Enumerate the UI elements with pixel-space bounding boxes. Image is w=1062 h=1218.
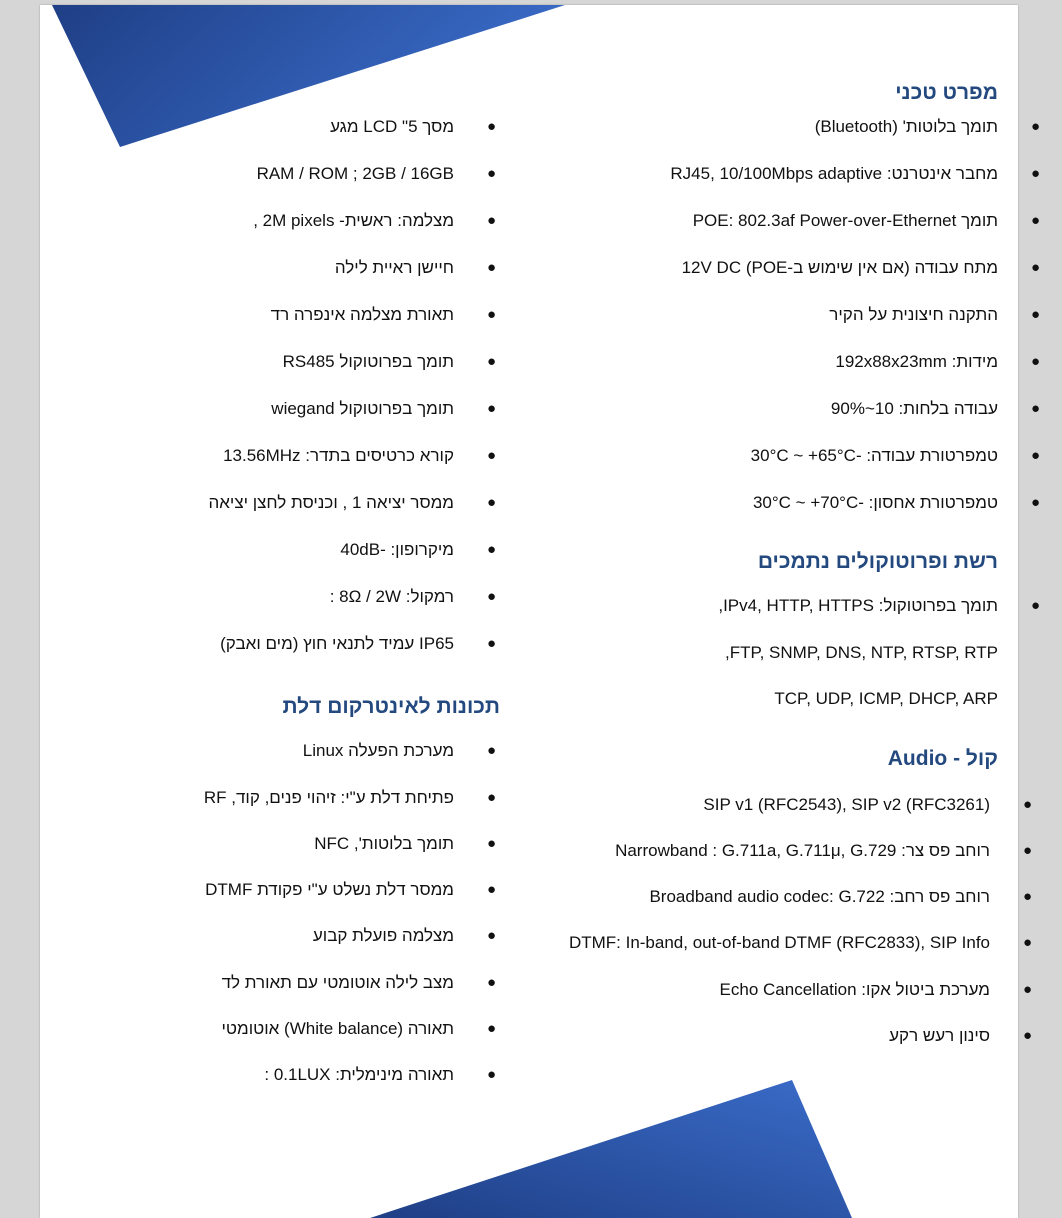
spec-item: ● מידות: 192x88x23mm (835, 352, 1040, 371)
audio-item: ● רוחב פס צר: Narrowband : G.711a, G.711μ, G.729 (615, 841, 1032, 860)
hardware-item: ● חיישן ראיית לילה (334, 258, 496, 277)
spec-item: ● מחבר אינטרנט: RJ45, 10/100Mbps adaptive (670, 164, 1040, 183)
hardware-item: ● רמקול: 8Ω / 2W : (329, 587, 496, 606)
hardware-item: ● IP65 עמיד לתנאי חוץ (מים ואבק) (220, 634, 496, 653)
hardware-item: ● תומך בפרוטוקול RS485 (282, 352, 496, 371)
intercom-item: ● תאורה (White balance) אוטומטי (221, 1019, 496, 1038)
intercom-item: ● מצב לילה אוטומטי עם תאורת לד (221, 973, 496, 992)
spec-item: ● תומך POE: 802.3af Power-over-Ethernet (692, 211, 1040, 230)
hardware-item: ● מצלמה: ראשית- 2M pixels , (253, 211, 496, 230)
network-continuation: FTP, SNMP, DNS, NTP, RTSP, RTP, (724, 643, 998, 662)
audio-item: ● רוחב פס רחב: Broadband audio codec: G.722 (649, 887, 1032, 906)
spec-item: ● התקנה חיצונית על הקיר (829, 305, 1040, 324)
hardware-item: ● RAM / ROM ; 2GB / 16GB (256, 164, 496, 183)
intercom-item: ● מצלמה פועלת קבוע (312, 926, 496, 945)
spec-item: ● מתח עבודה (אם אין שימוש ב-POE) 12V DC (681, 258, 1040, 277)
spec-item: ● טמפרטורת אחסון: -30°C ~ +70°C (752, 493, 1040, 512)
hardware-item: ● מסך 5" LCD מגע (330, 117, 496, 136)
network-item: ● תומך בפרוטוקול: IPv4, HTTP, HTTPS, (718, 596, 1040, 615)
audio-item: ● SIP v1 (RFC2543), SIP v2 (RFC3261) (703, 795, 1032, 814)
document-page (40, 5, 1040, 1218)
bottom-triangle (370, 1080, 852, 1218)
intercom-item: ● ממסר דלת נשלט ע"י פקודת DTMF (205, 880, 496, 899)
intercom-item: ● פתיחת דלת ע"י: זיהוי פנים, קוד, RF (203, 788, 496, 807)
audio-item: ● מערכת ביטול אקו: Echo Cancellation (719, 980, 1032, 999)
audio-item: ● DTMF: In-band, out-of-band DTMF (RFC2833), SIP Info (568, 933, 1032, 952)
tech-spec-heading: מפרט טכני (895, 81, 998, 104)
audio-heading: קול - Audio (887, 747, 998, 770)
spec-item: ● טמפרטורת עבודה: -30°C ~ +65°C (750, 446, 1040, 465)
hardware-item: ● תומך בפרוטוקול wiegand (271, 399, 496, 418)
hardware-item: ● קורא כרטיסים בתדר: 13.56MHz (223, 446, 496, 465)
intercom-item: ● תאורה מינימלית: 0.1LUX : (264, 1065, 496, 1084)
hardware-item: ● ממסר יציאה 1 , וכניסת לחצן יציאה (208, 493, 496, 512)
audio-item: ● סינון רעש רקע (889, 1026, 1032, 1045)
intercom-heading: תכונות לאינטרקום דלת (282, 695, 500, 718)
network-continuation: TCP, UDP, ICMP, DHCP, ARP (774, 689, 998, 708)
hardware-item: ● תאורת מצלמה אינפרה רד (270, 305, 496, 324)
hardware-item: ● מיקרופון: -40dB (340, 540, 496, 559)
spec-item: ● תומך בלוטות' (Bluetooth) (814, 117, 1040, 136)
spec-item: ● עבודה בלחות: 10~90% (830, 399, 1040, 418)
intercom-item: ● תומך בלוטות', NFC (314, 834, 496, 853)
network-heading: רשת ופרוטוקולים נתמכים (757, 550, 998, 573)
intercom-item: ● מערכת הפעלה Linux (302, 741, 496, 760)
